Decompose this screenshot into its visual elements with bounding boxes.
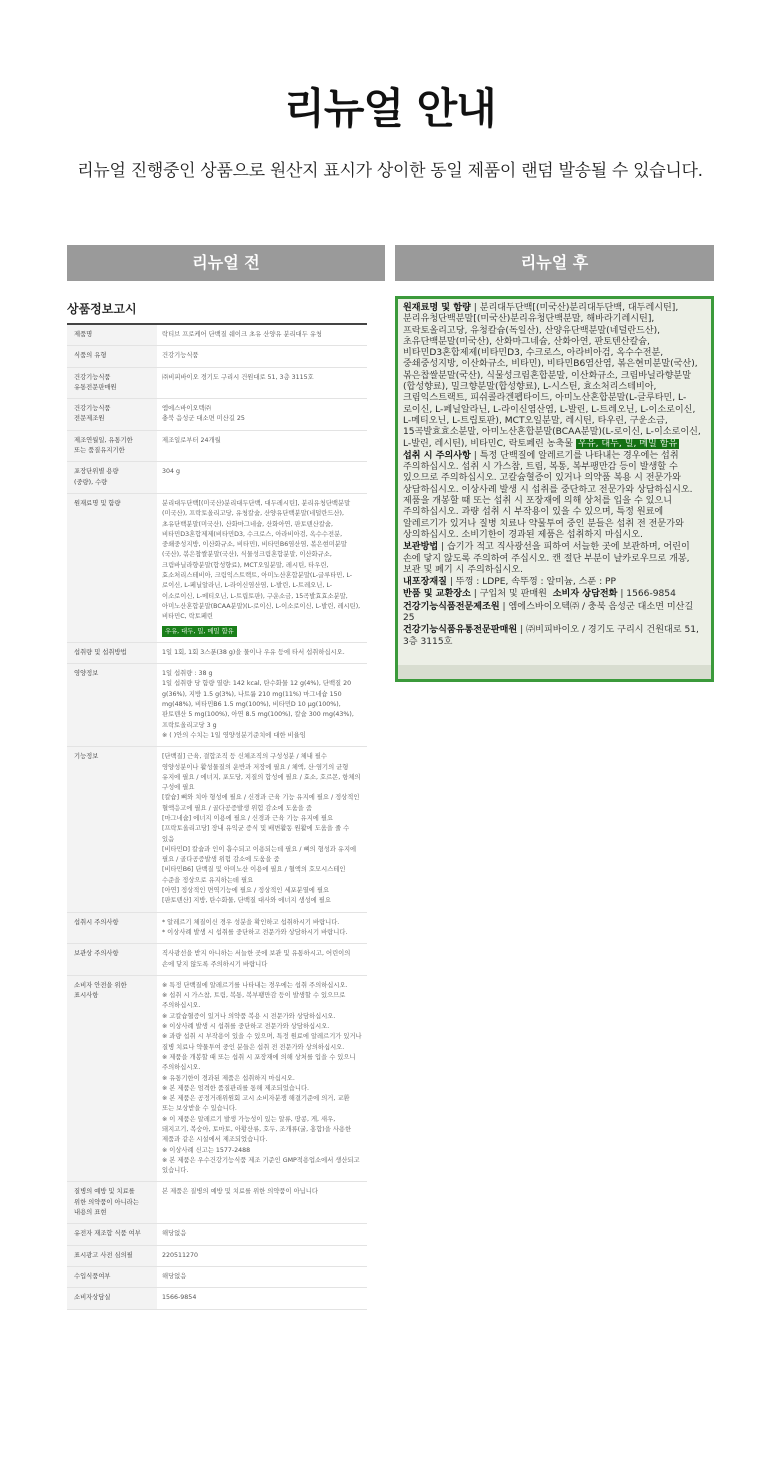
info-row-label: 제조연월일, 유통기한 또는 품질유지기한	[67, 430, 157, 462]
info-row-value-text: 엠에스바이오텍㈜ 충북 음성군 대소면 미산길 25	[162, 405, 245, 423]
info-row-value	[157, 747, 367, 912]
info-row-value	[157, 430, 367, 462]
info-row-label: 섭취시 주의사항	[67, 912, 157, 944]
info-row	[67, 462, 367, 494]
renewed-label-photo	[395, 296, 714, 682]
info-row-value-text: 해당없음	[162, 1272, 187, 1280]
product-info-title: 상품정보고시	[67, 300, 367, 325]
info-row-label: 질병의 예방 및 치료를 위한 의약품이 아니라는 내용의 표현	[67, 1182, 157, 1224]
page-subtitle: 리뉴얼 진행중인 상품으로 원산지 표시가 상이한 동일 제품이 랜덤 발송될 수 있습니다.	[77, 161, 703, 181]
info-row	[67, 642, 367, 663]
info-row-value-text: 본 제품은 질병의 예방 및 치료를 위한 의약품이 아닙니다	[162, 1188, 318, 1196]
label-maker-title: 건강기능식품전문제조원	[403, 601, 500, 612]
info-row-label: 유전자 재조합 식품 여부	[67, 1224, 157, 1245]
label-maker-text: 엠에스바이오텍㈜ / 충북 음성군 대소면 미산길 25	[403, 601, 694, 624]
label-storage-text: 습기가 적고 직사광선을 피하여 서늘한 곳에 보관하며, 어린이 손에 닿지 않도록 주의하여 주십시오. 캔 절단 부분이 날카로우므로 개봉, 보관 및 폐기 시 주의하십시오.	[403, 542, 690, 575]
info-row	[67, 1245, 367, 1266]
info-row-label: 소비자 안전을 위한 표시사항	[67, 975, 157, 1182]
info-row-value-text: 1일 1회, 1회 3스푼(38 g)을 물이나 우유 등에 타서 섭취하십시오.	[162, 648, 345, 656]
info-row-value-text: ※ 특정 단백질에 알레르기를 나타내는 경우에는 섭취 주의하십시오. ※ 섭취 시 가스참, 트림, 복통, 복부팽만감 등이 발생할 수 있으므로 주의하십시오. ※ 고칼슘혈증이 있거나 의약품 복용 시 전문가와 상담하십시오. ※ 이상사례 발생 시 섭취를 중단하고 전문가와 상담하십시오. ※ 과량 섭취 시 부작용이 있을 수 있으며, 특정 원료에 알레르기가 있거나 질병 치료나 약물투여 중인 분들은 섭취 전 전문가와 상의하십시오. ※ 제품을 개봉할 때 또는 섭취 시 포장재에 의해 상처를 입을 수 있으니 주의하십시오. ※ 유통기한이 경과된 제품은 섭취하지 마십시오. ※ 본 제품은 엄격한 품질관리를 통해 제조되었습니다. ※ 본 제품은 공정거래위원회 고시 소비자분쟁 해결기준에 의거, 교환 또는 보상받을 수 있습니다. ※ 이 제품은 알레르기 발생 가능성이 있는 알류, 땅콩, 게, 새우, 돼지고기, 복숭아, 토마토, 아황산류, 호두, 조개류(굴, 홍합)을 사용한 제품과 같은 시설에서 제조되었습니다. ※ 이상사례 신고는 1577-2488 ※ 본 제품은 우수건강기능식품 제조 기준인 GMP적용업소에서 생산되고 있습니다.	[162, 981, 362, 1175]
info-row-label: 건강기능식품 유통전문판매원	[67, 367, 157, 399]
info-row	[67, 1224, 367, 1245]
info-row	[67, 1182, 367, 1224]
info-row	[67, 912, 367, 944]
info-row-value	[157, 1182, 367, 1224]
info-row-value	[157, 1224, 367, 1245]
info-row	[67, 944, 367, 976]
before-column-header: 리뉴얼 전	[67, 245, 385, 281]
info-row-value-text: 제조일로부터 24개월	[162, 436, 221, 444]
info-row-value	[157, 325, 367, 346]
info-row-value	[157, 462, 367, 494]
info-row	[67, 1288, 367, 1309]
info-row-value-text: ㈜비피바이오 경기도 구리시 건원대로 51, 3층 3115호	[162, 373, 314, 381]
label-ingredients-title: 원재료명 및 함량	[403, 303, 471, 313]
info-row-label: 소비자상담실	[67, 1288, 157, 1309]
label-consumer-phone: 1566-9854	[626, 589, 676, 600]
info-row-value-text: 분리대두단백[(미국산)분리대두단백, 대두레시틴], 분리유청단백분말(미국산), 프락토올리고당, 유청칼슘, 산양유단백분말(네덜란드산), 초유단백분말(미국산), 산화마그네슘, 산화아연, 판토텐산칼슘, 비타민D3혼합제제(비타민D3, 수크로스, 아라비아검, 옥수수전분, 중쇄중성지방, 이산화규소, 비타민), 비타민B6염산염, 볶은현미분말(국산), 볶은찹쌀분말(국산), 식물성크림혼합분말, 이산화규소, 크림바닐라향분말(합성향료), MCT오일분말, 레시틴, 타우린, 효소처리스테비아, 크림익스트랙트, 아미노산혼합분말(L-글루타민, L-로이신, L-페닐알라닌, L-라이신염산염, L-발린, L-트레오닌, L-이소로이신, L-메티오닌, L-트립토판), 구운소금, 15곡발효효소분말, 아미노산혼합분말(BCAA분말)(L-로이신, L-이소로이신, L-발린, 레시틴), 비타민C, 락토페린	[162, 499, 361, 621]
label-packaging-title: 내포장재질	[403, 577, 447, 588]
label-allergen-badge: 우유, 대두, 밀, 메밀 함유	[578, 438, 678, 449]
info-row	[67, 664, 367, 747]
info-row-value-text: 220511270	[162, 1251, 199, 1259]
info-row-label: 표시광고 사전 심의필	[67, 1245, 157, 1266]
info-row	[67, 346, 367, 367]
page-title: 리뉴얼 안내	[284, 84, 496, 133]
info-row-value	[157, 912, 367, 944]
info-row-label: 원재료명 및 함량	[67, 493, 157, 642]
info-row-value-text: 1일 섭취량 : 38 g 1일 섭취량 당 함량 열량: 142 kcal, 탄수화물 12 g(4%), 단백질 20 g(36%), 지방 1.5 g(3%), 나트륨 210 mg(11%) 마그네슘 150 mg(48%), 비타민B6 1.5 mg(100%), 비타민D 10 μg(100%), 판토텐산 5 mg(100%), 아연 8.5 mg(100%), 칼슘 300 mg(43%), 프락토올리고당 3 g ※ ( )안의 수치는 1일 영양성분기준치에 대한 비율임	[162, 670, 354, 739]
info-row-value	[157, 346, 367, 367]
info-row-value-text: * 알레르기 체질이신 경우 성분을 확인하고 섭취하시기 바랍니다. * 이상사례 발생 시 섭취를 중단하고 전문가와 상담하시기 바랍니다.	[162, 918, 348, 936]
label-seller-text: ㈜비피바이오 / 경기도 구리시 건원대로 51, 3층 3115호	[403, 625, 699, 647]
label-seller-title: 건강기능식품유통전문판매원	[403, 625, 518, 636]
info-row-label: 영양정보	[67, 664, 157, 747]
info-row-value-text: [단백질] 근육, 결합조직 등 신체조직의 구성성분 / 체내 필수 영양성분이나 활성물질의 운반과 저장에 필요 / 체액, 산·염기의 균형 유지에 필요 / 에너지, 포도당, 지질의 합성에 필요 / 효소, 호르몬, 항체의 구성에 필요 [칼슘] 뼈와 치아 형성에 필요 / 신경과 근육 기능 유지에 필요 / 정상적인 혈액응고에 필요 / 골다공증발생 위험 감소에 도움을 줌 [마그네슘] 에너지 이용에 필요 / 신경과 근육 기능 유지에 필요 [프락토올리고당] 장내 유익균 증식 및 배변활동 원활에 도움을 줄 수 있음 [비타민D] 칼슘과 인이 흡수되고 이용되는데 필요 / 뼈의 형성과 유지에 필요 / 골다공증발생 위험 감소에 도움을 줌 [비타민B6] 단백질 및 아미노산 이용에 필요 / 혈액의 호모시스테인 수준을 정상으로 유지하는데 필요 [아연] 정상적인 면역기능에 필요 / 정상적인 세포분열에 필요 [판토텐산] 지방, 탄수화물, 단백질 대사와 에너지 생성에 필요	[162, 753, 361, 905]
renewed-label-text: 원재료명 및 함량 | 분리대두단백[(미국산)분리대두단백, 대두레시틴], 분리유청단백분말[(미국산)분리유청단백분말, 해바라기레시틴], 프락토올리고당, 유청칼슘(독일산), 산양유단백분말(네덜란드산), 초유단백분말(미국산), 산화마그네슘, 산화아연, 판토텐산칼슘, 비타민D3혼합제제(비타민D3, 수크로스, 아라비아검, 옥수수전분, 중쇄중성지방, 이산화규소, 비타민), 비타민B6염산염, 볶은현미분말(국산), 볶은찹쌀분말(국산), 식물성크림혼합분말, 이산화규소, 크림바닐라향분말(합성향료), 밀크향분말(합성향료), L-시스틴, 효소처리스테비아, 크림익스트랙트, 피쉬콜라겐펩타이드, 아미노산혼합분말(L-글루타민, L-로이신, L-페닐알라닌, L-라이신염산염, L-발린, L-트레오닌, L-이소로이신, L-메티오닌, L-트립토판), MCT오일분말, 레시틴, 타우린, 구운소금, 15곡발효효소분말, 아미노산혼합분말(BCAA분말)(L-로이신, L-이소로이신, L-발린, 레시틴), 비타민C, 락토페린 농축물 우유, 대두, 밀, 메밀 함유 섭취 시 주의사항 | 특정 단백질에 알레르기를 나타내는 경우에는 섭취 주의하십시오. 섭취 시 가스참, 트림, 복통, 복부팽만감 등이 발생할 수 있으므로 주의하십시오. 고칼슘혈증이 있거나 의약품 복용 시 전문가와 상담하십시오. 이상사례 발생 시 섭취를 중단하고 전문가와 상담하십시오. 제품을 개봉할 때 또는 섭취 시 포장재에 의해 상처를 입을 수 있으니 주의하십시오. 과량 섭취 시 부작용이 있을 수 있으며, 특정 원료에 알레르기가 있거나 질병 치료나 약물투여 중인 분들은 섭취 전 전문가와 상의하십시오. 소비기한이 경과된 제품은 섭취하지 마십시오. 보관방법 | 습기가 적고 직사광선을 피하여 서늘한 곳에 보관하며, 어린이 손에 닿지 않도록 주의하여 주십시오. 캔 절단 부분이 날카로우므로 개봉, 보관 및 폐기 시 주의하십시오. 내포장재질 | 뚜껑 : LDPE, 속뚜껑 : 알미늄, 스푼 : PP 반품 및 교환장소 | 구입처 및 판매원 소비자 상담전화 | 1566-9854 건강기능식품전문제조원 | 엠에스바이오텍㈜ / 충북 음성군 대소면 미산길 25 건강기능식품유통전문판매원 | ㈜비피바이오 / 경기도 구리시 건원대로 51, 3층 3115호	[398, 299, 711, 679]
product-info-notice	[67, 300, 367, 1310]
info-row-label: 건강기능식품 전문제조원	[67, 399, 157, 431]
info-row-value-text: 1566-9854	[162, 1294, 197, 1302]
info-row-value	[157, 642, 367, 663]
info-row-label: 섭취량 및 섭취방법	[67, 642, 157, 663]
label-storage-title: 보관방법	[403, 542, 439, 553]
info-row-label: 보관상 주의사항	[67, 944, 157, 976]
info-row-label: 기능정보	[67, 747, 157, 912]
product-info-table	[67, 325, 367, 1310]
info-row-label: 포장단위별 용량 (중량), 수량	[67, 462, 157, 494]
info-row-value	[157, 1288, 367, 1309]
info-row-value-text: 직사광선을 받지 아니하는 서늘한 곳에 보관 및 유통하시고, 어린이의 손에 닿지 않도록 주의하시기 바랍니다	[162, 950, 351, 968]
info-row	[67, 430, 367, 462]
label-exchange-title: 반품 및 교환장소	[403, 589, 471, 600]
info-row-label: 수입식품여부	[67, 1266, 157, 1287]
info-row-value	[157, 367, 367, 399]
label-caution-text: 특정 단백질에 알레르기를 나타내는 경우에는 섭취 주의하십시오. 섭취 시 가스참, 트림, 복통, 복부팽만감 등이 발생할 수 있으므로 주의하십시오. 고칼슘혈증이 있거나 의약품 복용 시 전문가와 상담하십시오. 이상사례 발생 시 섭취를 중단하고 전문가와 상담하십시오. 제품을 개봉할 때 또는 섭취 시 포장재에 의해 상처를 입을 수 있으니 주의하십시오. 과량 섭취 시 부작용이 있을 수 있으며, 특정 원료에 알레르기가 있거나 질병 치료나 약물투여 중인 분들은 섭취 전 전문가와 상의하십시오. 소비기한이 경과된 제품은 섭취하지 마십시오.	[403, 450, 693, 540]
label-consumer-title: 소비자 상담전화	[552, 589, 618, 600]
info-row-label: 제품명	[67, 325, 157, 346]
info-row	[67, 493, 367, 642]
label-exchange-text: 구입처 및 판매원	[479, 589, 547, 600]
info-row-value	[157, 1245, 367, 1266]
label-photo-edge	[398, 665, 711, 679]
info-row-value-text: 락티브 프로케어 단백질 쉐이크 초유 산양유 분리대두 유청	[162, 331, 322, 338]
info-row-value	[157, 1266, 367, 1287]
info-row	[67, 325, 367, 346]
info-row	[67, 1266, 367, 1287]
info-row-value	[157, 664, 367, 747]
info-row-value	[157, 944, 367, 976]
info-row-label: 식품의 유형	[67, 346, 157, 367]
label-ingredients-text: 분리대두단백[(미국산)분리대두단백, 대두레시틴], 분리유청단백분말[(미국산)분리유청단백분말, 해바라기레시틴], 프락토올리고당, 유청칼슘(독일산), 산양유단백분말(네덜란드산), 초유단백분말(미국산), 산화마그네슘, 산화아연, 판토텐산칼슘, 비타민D3혼합제제(비타민D3, 수크로스, 아라비아검, 옥수수전분, 중쇄중성지방, 이산화규소, 비타민), 비타민B6염산염, 볶은현미분말(국산), 볶은찹쌀분말(국산), 식물성크림혼합분말, 이산화규소, 크림바닐라향분말(합성향료), 밀크향분말(합성향료), L-시스틴, 효소처리스테비아, 크림익스트랙트, 피쉬콜라겐펩타이드, 아미노산혼합분말(L-글루타민, L-로이신, L-페닐알라닌, L-라이신염산염, L-발린, L-트레오닌, L-이소로이신, L-메티오닌, L-트립토판), MCT오일분말, 레시틴, 타우린, 구운소금, 15곡발효효소분말, 아미노산혼합분말(BCAA분말)(L-로이신, L-이소로이신, L-발린, 레시틴), 비타민C, 락토페린 농축물	[403, 303, 701, 449]
info-row	[67, 975, 367, 1182]
info-row-value-text: 304 g	[162, 468, 181, 476]
info-row-value-text: 건강기능식품	[162, 352, 199, 360]
info-row	[67, 399, 367, 431]
label-packaging-text: 뚜껑 : LDPE, 속뚜껑 : 알미늄, 스푼 : PP	[455, 577, 617, 588]
info-row-value-text: 해당없음	[162, 1230, 187, 1238]
info-row-value	[157, 493, 367, 642]
after-column-header: 리뉴얼 후	[395, 245, 714, 281]
info-row	[67, 367, 367, 399]
info-row	[67, 747, 367, 912]
label-caution-title: 섭취 시 주의사항	[403, 450, 471, 461]
info-row-value	[157, 399, 367, 431]
allergen-badge: 우유, 대두, 밀, 메밀 함유	[162, 626, 237, 637]
info-row-value	[157, 975, 367, 1182]
